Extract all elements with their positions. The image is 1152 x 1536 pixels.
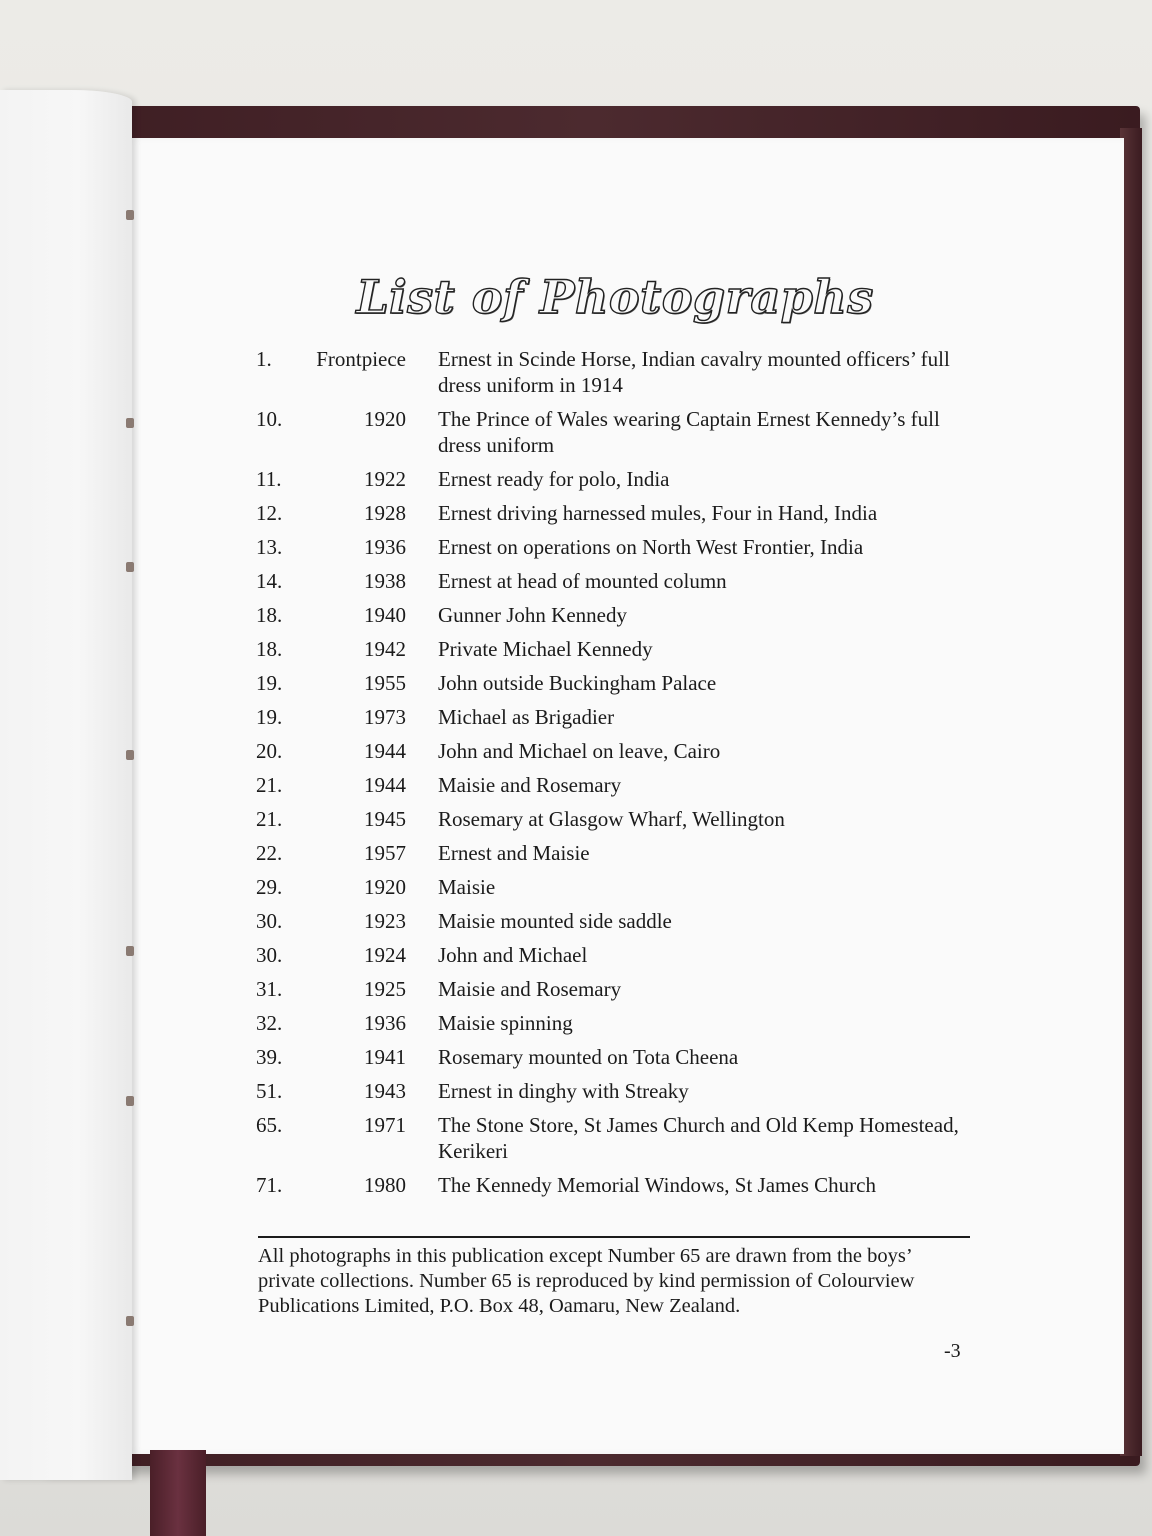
photo-description: Maisie and Rosemary (438, 773, 622, 797)
list-item (256, 806, 976, 832)
photo-number: 11. (256, 467, 282, 491)
photo-number: 19. (256, 671, 283, 695)
photo-year: Frontpiece (316, 347, 406, 371)
photo-description: Ernest ready for polo, India (438, 467, 670, 491)
divider-rule (258, 1236, 970, 1238)
photo-year: 1944 (364, 773, 406, 797)
photo-year: 1955 (364, 671, 406, 695)
photo-number: 30. (256, 943, 283, 967)
photo-description: John outside Buckingham Palace (438, 671, 717, 695)
photo-year: 1923 (364, 909, 406, 933)
photo-description: Gunner John Kennedy (438, 603, 627, 627)
photo-number: 30. (256, 909, 283, 933)
photo-year: 1945 (364, 807, 406, 831)
list-item (256, 568, 976, 594)
photo-number: 32. (256, 1011, 283, 1035)
photo-description: Maisie spinning (438, 1011, 573, 1035)
list-item (256, 602, 976, 628)
photo-year: 1920 (364, 875, 406, 899)
credits-note: All photographs in this publication except Number 65 are drawn from the boys’ private collections. Number 65 is reproduced by kind permission of Colourview Publications Limited, P.O. Box 48, Oamaru, New Zealand. (258, 1245, 915, 1317)
list-item (256, 500, 976, 526)
photo-number: 65. (256, 1113, 283, 1137)
photo-year: 1925 (364, 977, 406, 1001)
photo-number: 20. (256, 739, 283, 763)
photo-year: 1938 (364, 569, 406, 593)
photo-year: 1936 (364, 1011, 406, 1035)
photo-year: 1957 (364, 841, 406, 865)
binding-stitch (126, 946, 134, 956)
binding-stitch (126, 210, 134, 220)
binding-stitch (126, 1316, 134, 1326)
photo-year: 1940 (364, 603, 406, 627)
photo-number: 71. (256, 1173, 283, 1197)
photo-description: Maisie mounted side saddle (438, 909, 672, 933)
photo-number: 19. (256, 705, 283, 729)
photo-number: 14. (256, 569, 283, 593)
list-item (256, 1044, 976, 1070)
list-item (256, 406, 976, 458)
binding-stitch (126, 1096, 134, 1106)
photo-description: Ernest on operations on North West Frontier, India (438, 535, 864, 559)
photo-year: 1942 (364, 637, 406, 661)
list-item (256, 908, 976, 934)
left-page (0, 90, 132, 1480)
photo-number: 18. (256, 637, 283, 661)
photo-description: John and Michael (438, 943, 588, 967)
photo-number: 21. (256, 807, 283, 831)
photo-description: Ernest at head of mounted column (438, 569, 727, 593)
photo-description: Rosemary mounted on Tota Cheena (438, 1045, 739, 1069)
binding-stitch (126, 750, 134, 760)
photo-description: Rosemary at Glasgow Wharf, Wellington (438, 807, 785, 831)
photo-number: 12. (256, 501, 283, 525)
bookmark-ribbon (150, 1450, 206, 1536)
photo-year: 1928 (364, 501, 406, 525)
photo-number: 13. (256, 535, 283, 559)
photo-number: 10. (256, 407, 283, 431)
photograph-list (256, 346, 976, 1206)
page-title: List of Photographs (356, 270, 874, 324)
photo-description: Michael as Brigadier (438, 705, 615, 729)
photo-year: 1920 (364, 407, 406, 431)
photo-year: 1924 (364, 943, 406, 967)
photo-description: The Stone Store, St James Church and Old Kemp Homestead, Kerikeri (438, 1113, 959, 1163)
list-item (256, 704, 976, 730)
photo-description: The Prince of Wales wearing Captain Ernest Kennedy’s full dress uniform (438, 407, 940, 457)
photo-number: 29. (256, 875, 283, 899)
photo-description: The Kennedy Memorial Windows, St James Church (438, 1173, 876, 1197)
photo-number: 31. (256, 977, 283, 1001)
photo-year: 1971 (364, 1113, 406, 1137)
list-item (256, 670, 976, 696)
photo-description: Maisie (438, 875, 496, 899)
list-item (256, 466, 976, 492)
photo-description: Ernest in Scinde Horse, Indian cavalry mounted officers’ full dress uniform in 1914 (438, 347, 950, 397)
photo-description: Maisie and Rosemary (438, 977, 622, 1001)
list-item (256, 738, 976, 764)
photo-number: 1. (256, 347, 272, 371)
list-item (256, 840, 976, 866)
photo-number: 22. (256, 841, 283, 865)
list-item (256, 1172, 976, 1198)
photo-description: Ernest and Maisie (438, 841, 590, 865)
photo-number: 21. (256, 773, 283, 797)
photo-description: Ernest in dinghy with Streaky (438, 1079, 689, 1103)
list-item (256, 976, 976, 1002)
list-item (256, 636, 976, 662)
photo-year: 1973 (364, 705, 406, 729)
photo-year: 1980 (364, 1173, 406, 1197)
photo-year: 1941 (364, 1045, 406, 1069)
photo-year: 1944 (364, 739, 406, 763)
list-item (256, 1010, 976, 1036)
list-item (256, 346, 976, 398)
list-item (256, 942, 976, 968)
photo-description: Private Michael Kennedy (438, 637, 653, 661)
photo-number: 51. (256, 1079, 283, 1103)
photo-year: 1936 (364, 535, 406, 559)
list-item (256, 1078, 976, 1104)
binding-stitch (126, 562, 134, 572)
list-item (256, 534, 976, 560)
photo-description: John and Michael on leave, Cairo (438, 739, 721, 763)
photo-number: 18. (256, 603, 283, 627)
list-item (256, 1112, 976, 1164)
photo-year: 1922 (364, 467, 406, 491)
photo-number: 39. (256, 1045, 283, 1069)
page-number: -3 (944, 1340, 961, 1362)
list-item (256, 874, 976, 900)
binding-stitch (126, 418, 134, 428)
photo-description: Ernest driving harnessed mules, Four in Hand, India (438, 501, 878, 525)
list-item (256, 772, 976, 798)
photo-year: 1943 (364, 1079, 406, 1103)
